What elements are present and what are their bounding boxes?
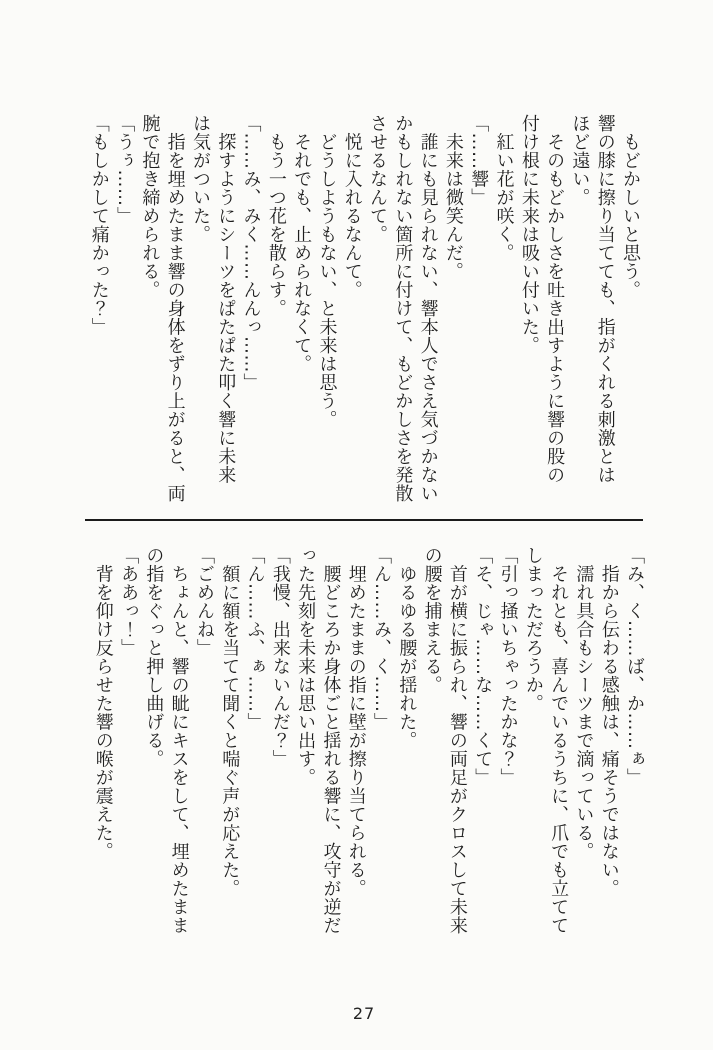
text-line: それとも、喜んでいるうちに、爪でも立てて (548, 546, 570, 935)
text-line: ゆるゆる腰が揺れた。 (396, 546, 418, 750)
text-line: 「み、く……ば、か……ぁ」 (624, 546, 645, 787)
text-line: 誰にも見られない、響本人でさえ気づかない (417, 114, 439, 503)
text-line: させるなんて。 (367, 114, 389, 244)
top-text-block (86, 114, 643, 514)
text-line: そのもどかしさを吐き出すように響の股の (544, 114, 566, 484)
text-line: しまっただろうか。 (522, 546, 544, 713)
text-line: 「……み、みく……んんっ……」 (240, 114, 262, 392)
text-line: かもしれない箇所に付けて、もどかしさを発散 (392, 114, 414, 503)
bottom-text-block (90, 546, 647, 966)
text-line: の指をぐっと押し曲げる。 (143, 546, 165, 768)
text-line: 腕で抱き締められる。 (139, 114, 161, 299)
text-line: 指から伝わる感触は、痛そうではない。 (598, 546, 620, 898)
text-line: 「もしかして痛かった？」 (88, 114, 110, 336)
text-line: もどかしいと思う。 (620, 114, 641, 299)
text-line: 背を仰け反らせた響の喉が震えた。 (92, 546, 114, 861)
text-line: った先刻を未来は思い出す。 (295, 546, 317, 787)
text-line: 濡れ具合もシーツまで滴っている。 (573, 546, 595, 861)
text-line: 「ああっ！」 (118, 546, 140, 657)
text-line: もう一つ花を散らす。 (265, 114, 287, 318)
text-line: 付け根に未来は吸い付いた。 (518, 114, 540, 355)
page-number: 27 (352, 1004, 376, 1023)
text-line: 「ごめんね」 (193, 546, 215, 657)
text-line: 未来は微笑んだ。 (442, 114, 464, 281)
text-line: 額に額を当てて聞くと喘ぐ声が応えた。 (219, 546, 241, 898)
text-line: 「うぅ……」 (114, 114, 136, 225)
text-line: 指を埋めたまま響の身体をずり上がると、両 (164, 114, 186, 503)
text-line: 「我慢、出来ないんだ？」 (269, 546, 291, 768)
text-line: どうしようもない、と未来は思う。 (316, 114, 338, 429)
text-line: 腰どころか身体ごと揺れる響に、攻守が逆だ (320, 546, 342, 935)
text-line: 探すようにシーツをぱたぱた叩く響に未来 (215, 114, 237, 484)
text-line: 「そ、じゃ……な……くて」 (472, 546, 494, 787)
text-line: ほど遠い。 (569, 114, 591, 207)
text-line: 「ん……ふ、ぁ……」 (244, 546, 266, 731)
text-line: 「引っ掻いちゃったかな？」 (497, 546, 519, 787)
section-divider-rule (85, 519, 643, 521)
text-line: 「……響」 (468, 114, 490, 207)
text-line: 「ん……み、く……」 (371, 546, 393, 731)
text-line: は気がついた。 (189, 114, 211, 244)
text-line: 首が横に振られ、響の両足がクロスして未来 (446, 546, 468, 935)
text-line: 紅い花が咲く。 (493, 114, 515, 262)
text-line: の腰を捕まえる。 (421, 546, 443, 694)
text-line: それでも、止められなくて。 (291, 114, 313, 373)
text-line: 埋めたままの指に壁が擦り当てられる。 (345, 546, 367, 898)
text-line: 響の膝に擦り当てても、指がくれる刺激とは (594, 114, 616, 484)
text-line: ちょんと、響の眦にキスをして、埋めたまま (168, 546, 190, 935)
text-line: 悦に入れるなんて。 (341, 114, 363, 299)
